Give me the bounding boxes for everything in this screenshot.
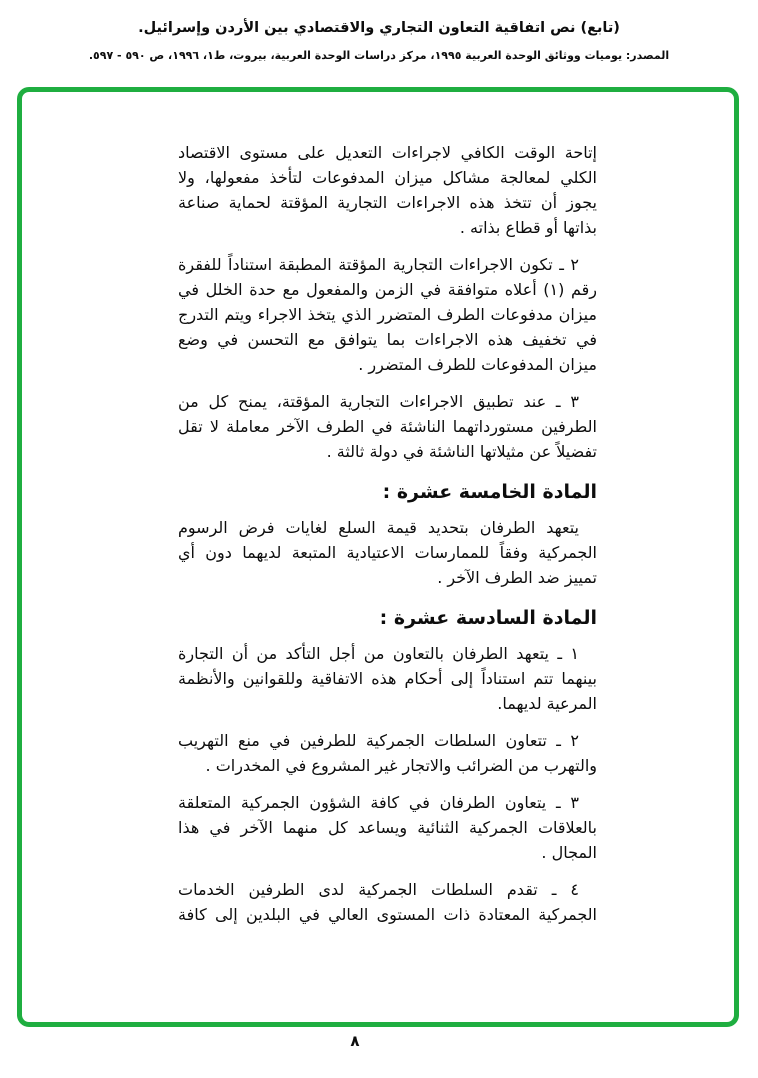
- article-15-heading: المادة الخامسة عشرة :: [382, 481, 597, 503]
- paragraph-clause-2-temporary-measures: ٢ ـ تكون الاجراءات التجارية المؤقتة المطبقة استناداً للفقرة رقم (١) أعلاه متوافقة في الزمن والمفعول مع حدة الخلل في ميزان مدفوعات الطرف المتضرر الذي يتخذ الاجراء ويتم التدرج في تخفيف هذه الاجراءات بما يتوافق مع التحسن في وضع ميزان المدفوعات للطرف المتضرر .: [178, 255, 597, 374]
- paragraph-balance-of-payments-adjustment: إتاحة الوقت الكافي لاجراءات التعديل على مستوى الاقتصاد الكلي لمعالجة مشاكل ميزان المدفوعات لتأخذ مفعولها، ولا يجوز أن تتخذ هذه الاجراءات التجارية المؤقتة لحماية صناعة بذاتها أو قطاع بذاته .: [178, 143, 597, 237]
- document-title: (تابع) نص اتفاقية التعاون التجاري والاقتصادي بين الأردن وإسرائيل.: [138, 20, 620, 36]
- paragraph-article-16-clause-2-smuggling: ٢ ـ تتعاون السلطات الجمركية للطرفين في منع التهريب والتهرب من الضرائب والاتجار غير المشروع في المخدرات .: [178, 731, 597, 775]
- page-header: [0, 0, 758, 62]
- paragraph-article-16-clause-1-cooperation: ١ ـ يتعهد الطرفان بالتعاون من أجل التأكد من أن التجارة بينهما تتم استناداً إلى أحكام هذه الاتفاقية وللقوانين والأنظمة المرعية لديهما.: [178, 644, 597, 713]
- paragraph-clause-3-imports-treatment: ٣ ـ عند تطبيق الاجراءات التجارية المؤقتة، يمنح كل من الطرفين مستورداتهما الناشئة في الطرف الآخر معاملة لا تقل تفضيلاً عن مثيلاتها الناشئة في دولة ثالثة .: [178, 392, 597, 461]
- document-body: [22, 92, 735, 927]
- paragraph-article-16-clause-3-customs-relations: ٣ ـ يتعاون الطرفان في كافة الشؤون الجمركية المتعلقة بالعلاقات الجمركية الثنائية ويساعد كل منهما الآخر في هذا المجال .: [178, 793, 597, 862]
- page-number: ٨: [350, 1032, 360, 1050]
- document-source-line: المصدر: يوميات ووثائق الوحدة العربية ١٩٩٥، مركز دراسات الوحدة العربية، بيروت، ط١، ١٩٩٦، ص ٥٩٠ - ٥٩٧.: [88, 49, 670, 62]
- article-16-heading: المادة السادسة عشرة :: [379, 607, 597, 629]
- paragraph-article-16-clause-4-customs-services: ٤ ـ تقدم السلطات الجمركية لدى الطرفين الخدمات الجمركية المعتادة ذات المستوى العالي في البلدين إلى كافة: [178, 880, 597, 924]
- paragraph-article-15-customs-valuation: يتعهد الطرفان بتحديد قيمة السلع لغايات فرض الرسوم الجمركية وفقاً للممارسات الاعتيادية المتبعة لديهما دون أي تمييز ضد الطرف الآخر .: [178, 518, 597, 587]
